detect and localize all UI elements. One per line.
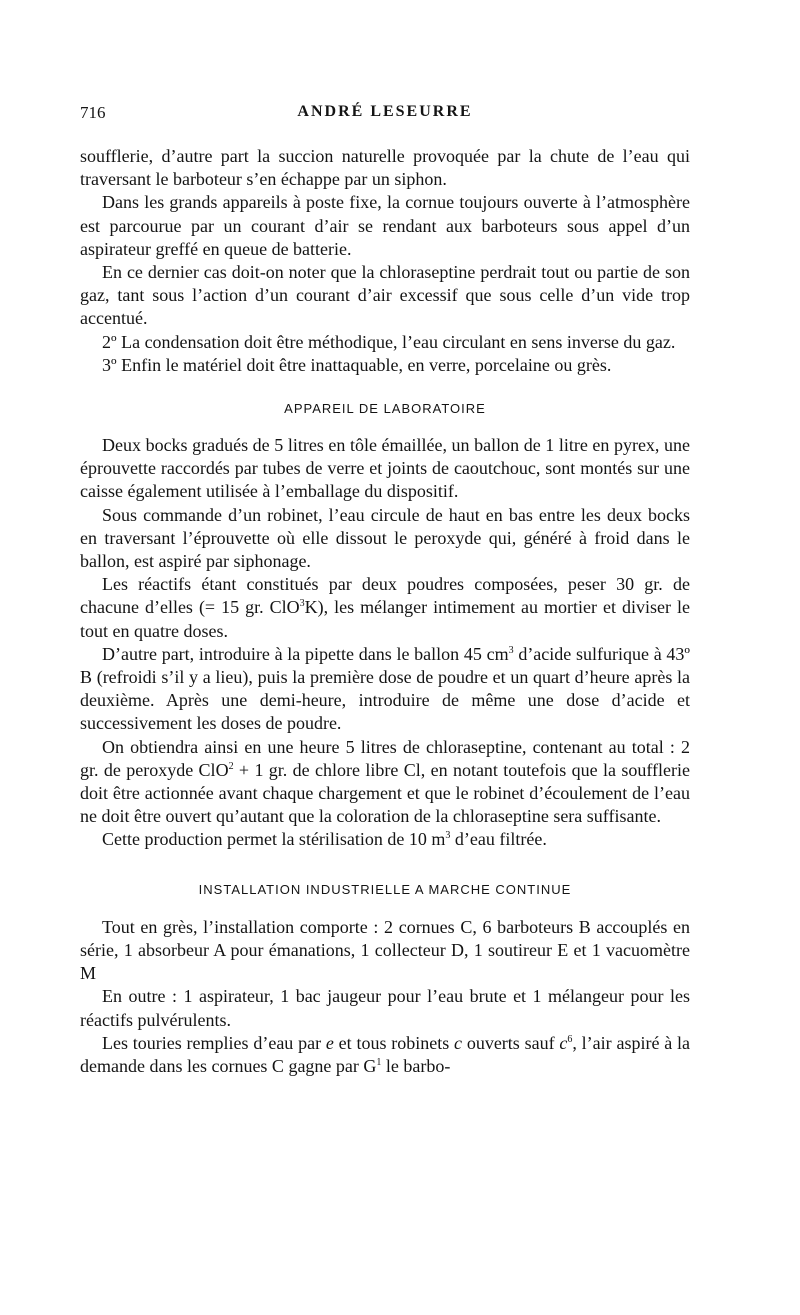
paragraph: Dans les grands appareils à poste fixe, la cornue toujours ouverte à l’atmosphère est parcourue par un courant d’air se rendant aux barboteurs sous appel d’un aspirateur greffé en queue de batterie.	[80, 192, 690, 259]
paragraph	[80, 1032, 690, 1078]
superscript: 6	[567, 1033, 573, 1045]
text-run: D’autre part, introduire à la pipette dans le ballon 45 cm	[102, 643, 509, 664]
paragraph: 3º Enfin le matériel doit être inattaquable, en verre, porcelaine ou grès.	[102, 354, 612, 375]
text-run: et tous robinets	[333, 1032, 455, 1053]
paragraph: Tout en grès, l’installation comporte : 2 cornues C, 6 barboteurs B accouplés en série, 1 absorbeur A pour émanations, 1 collecteur D, 1 soutireur E et 1 vacuomètre M	[80, 916, 690, 984]
text-run: , l’air aspiré à la demande dans les cornues C gagne par G	[80, 1032, 690, 1076]
paragraph	[80, 736, 690, 829]
text-run: ouverts sauf	[462, 1032, 560, 1053]
running-head: ANDRÉ LESEURRE	[297, 103, 473, 120]
text-run: Les touries remplies d’eau par	[102, 1032, 326, 1053]
text-run: c	[454, 1032, 463, 1053]
text-run: Les réactifs étant constitués par deux poudres composées, peser 30 gr. de chacune d’elles (= 15 gr. ClO	[80, 574, 690, 618]
paragraph	[80, 828, 690, 851]
section-heading-industrielle: INSTALLATION INDUSTRIELLE A MARCHE CONTINUE	[198, 881, 572, 897]
text-run: le barbo-	[381, 1055, 451, 1076]
text-run: + 1 gr. de chlore libre Cl, en notant toutefois que la soufflerie doit être actionnée avant chaque chargement et que le robinet d’écoulement de l’eau ne doit être ouvert qu’autant que la coloration de la chloraseptine sera suffisante.	[80, 759, 690, 827]
text-run: K), les mélanger intimement au mortier et diviser le tout en quatre doses.	[80, 597, 690, 641]
paragraph: En ce dernier cas doit-on noter que la chloraseptine perdrait tout ou partie de son gaz, tant sous l’action d’un courant d’air excessif que sous celle d’un vide trop accentué.	[80, 262, 690, 329]
superscript: 2	[228, 760, 234, 772]
page-header	[80, 103, 690, 127]
text-run: d’eau filtrée.	[450, 829, 547, 850]
page-number: 716	[80, 103, 106, 122]
paragraph: Deux bocks gradués de 5 litres en tôle émaillée, un ballon de 1 litre en pyrex, une éprouvette raccordés par tubes de verre et joints de caoutchouc, sont montés sur une caisse également utilisée à l’emballage du dispositif.	[80, 435, 690, 502]
paragraph	[80, 573, 690, 643]
section-heading-laboratoire: APPAREIL DE LABORATOIRE	[284, 401, 486, 417]
paragraph: soufflerie, d’autre part la succion naturelle provoquée par la chute de l’eau qui traversant le barboteur s’en échappe par un siphon.	[80, 146, 690, 190]
text-run: Cette production permet la stérilisation de 10 m	[102, 829, 446, 850]
text-run: c	[559, 1032, 568, 1053]
superscript: 3	[445, 830, 451, 842]
text-run: d’acide sulfurique à 43º B (refroidi s’il y a lieu), puis la première dose de poudre et un quart d’heure après la deuxième. Après une demi-heure, introduire de même une dose d’acide et successivement les doses de poudre.	[80, 643, 690, 734]
paragraph	[80, 643, 690, 736]
superscript: 3	[299, 598, 305, 610]
paragraph: 2º La condensation doit être méthodique, l’eau circulant en sens inverse du gaz.	[102, 331, 676, 352]
text-run: On obtiendra ainsi en une heure 5 litres de chloraseptine, contenant au total : 2 gr. de peroxyde ClO	[80, 736, 690, 780]
text-run: e	[325, 1032, 334, 1053]
superscript: 3	[508, 644, 514, 656]
paragraph: Sous commande d’un robinet, l’eau circule de haut en bas entre les deux bocks en traversant l’éprouvette où elle dissout le peroxyde qui, généré à froid dans le ballon, est aspiré par siphonage.	[80, 504, 690, 572]
superscript: 1	[376, 1056, 382, 1068]
page-body	[80, 145, 690, 1078]
paragraph: En outre : 1 aspirateur, 1 bac jaugeur pour l’eau brute et 1 mélangeur pour les réactifs pulvérulents.	[80, 986, 690, 1030]
